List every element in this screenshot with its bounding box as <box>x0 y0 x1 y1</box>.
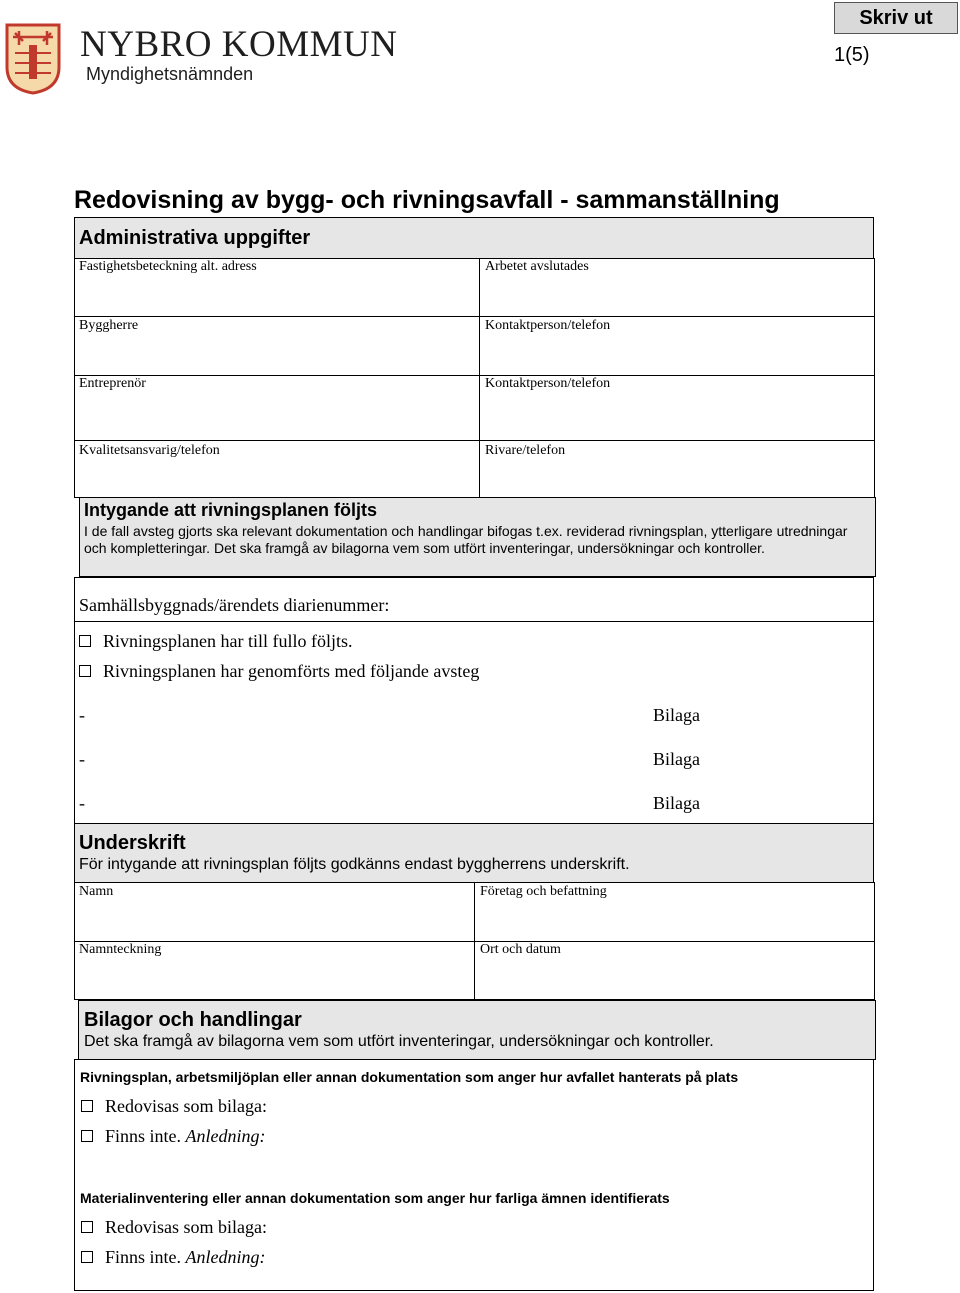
sec1-finns-inte-label: Finns inte. <box>105 1126 182 1146</box>
page-title: Redovisning av bygg- och rivningsavfall - sammanställning <box>74 186 780 214</box>
entreprenor-label: Entreprenör <box>79 376 146 391</box>
arbetet-avslutades-label: Arbetet avslutades <box>485 259 589 274</box>
byggherre-label: Byggherre <box>79 318 139 333</box>
org-name: NYBRO KOMMUN <box>80 24 398 65</box>
page-number: 1(5) <box>834 44 870 66</box>
sec2-anledning-label: Anledning: <box>185 1247 266 1267</box>
intyg-heading: Intygande att rivningsplanen följts <box>84 500 378 520</box>
checkbox-icon[interactable] <box>79 635 91 647</box>
checkbox-icon[interactable] <box>81 1221 93 1233</box>
namnteckning-label: Namnteckning <box>79 942 162 957</box>
bilagor-text: Det ska framgå av bilagorna vem som utfört inventeringar, undersökningar och kontroller. <box>84 1033 714 1050</box>
kontaktperson-2-label: Kontaktperson/telefon <box>485 376 611 391</box>
sec1-anledning-label: Anledning: <box>185 1126 266 1146</box>
namn-label: Namn <box>79 884 114 899</box>
checkbox-icon[interactable] <box>81 1100 93 1112</box>
checkbox-icon[interactable] <box>79 665 91 677</box>
admin-heading: Administrativa uppgifter <box>79 227 311 249</box>
sec1-redovisas[interactable] <box>81 1096 267 1117</box>
avsteg-dash-1[interactable]: - <box>79 705 85 725</box>
checkbox-icon[interactable] <box>81 1251 93 1263</box>
underskrift-heading-box <box>74 823 874 883</box>
foretag-label: Företag och befattning <box>480 884 607 899</box>
bilagor-sec2-title: Materialinventering eller annan dokumentation som anger hur farliga ämnen identifierats <box>80 1190 670 1206</box>
underskrift-heading: Underskrift <box>79 832 186 854</box>
diarienummer-field[interactable]: Samhällsbyggnads/ärendets diarienummer: <box>79 595 390 615</box>
sec2-finns-inte[interactable] <box>81 1247 266 1268</box>
sec2-redovisas[interactable] <box>81 1217 267 1238</box>
bilagor-sec1-title: Rivningsplan, arbetsmiljöplan eller annan dokumentation som anger hur avfallet hanterats på plats <box>80 1069 739 1085</box>
sec1-redovisas-label: Redovisas som bilaga: <box>105 1096 267 1116</box>
option-foljts[interactable] <box>79 631 352 652</box>
kvalitetsansvarig-label: Kvalitetsansvarig/telefon <box>79 443 220 458</box>
print-button[interactable]: Skriv ut <box>834 2 958 34</box>
sec1-finns-inte[interactable] <box>81 1126 266 1147</box>
ort-datum-label: Ort och datum <box>480 942 561 957</box>
namn-field[interactable] <box>75 883 473 940</box>
kontaktperson-1-label: Kontaktperson/telefon <box>485 318 611 333</box>
sec2-redovisas-label: Redovisas som bilaga: <box>105 1217 267 1237</box>
option-foljts-label: Rivningsplanen har till fullo följts. <box>103 631 353 651</box>
avsteg-bilaga-2[interactable]: Bilaga <box>653 749 700 769</box>
intyg-text: I de fall avsteg gjorts ska relevant dokumentation och handlingar bifogas t.ex. reviderad rivningsplan, ytterligare utredningar och kompletteringar. Det ska framgå av bilagorna vem som utfört inventeringar, undersökningar och kontroller. <box>84 523 848 556</box>
rivare-label: Rivare/telefon <box>485 443 566 458</box>
avsteg-bilaga-3[interactable]: Bilaga <box>653 793 700 813</box>
logo <box>5 23 61 95</box>
avsteg-bilaga-1[interactable]: Bilaga <box>653 705 700 725</box>
bilagor-heading: Bilagor och handlingar <box>84 1009 302 1031</box>
coat-of-arms-icon <box>5 23 61 95</box>
org-subtitle: Myndighetsnämnden <box>86 64 254 84</box>
avsteg-dash-3[interactable]: - <box>79 793 85 813</box>
fastighet-label: Fastighetsbeteckning alt. adress <box>79 259 257 274</box>
avsteg-dash-2[interactable]: - <box>79 749 85 769</box>
checkbox-icon[interactable] <box>81 1130 93 1142</box>
underskrift-text: För intygande att rivningsplan följts godkänns endast byggherrens underskrift. <box>79 856 630 873</box>
option-avsteg[interactable] <box>79 661 479 682</box>
sec2-finns-inte-label: Finns inte. <box>105 1247 182 1267</box>
option-avsteg-label: Rivningsplanen har genomförts med följande avsteg <box>103 661 480 681</box>
